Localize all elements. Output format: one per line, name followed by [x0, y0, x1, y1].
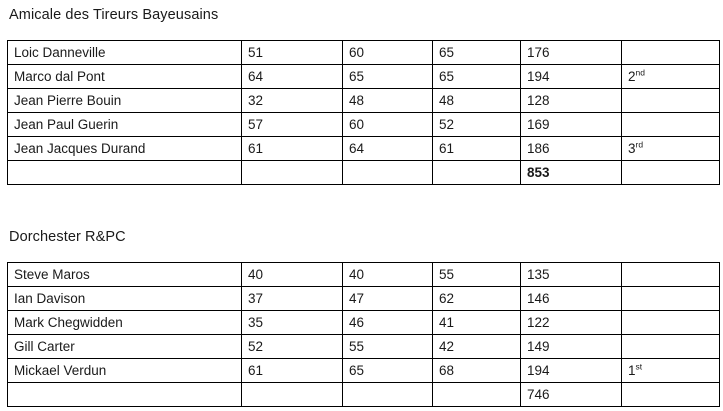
rank-cell — [622, 263, 720, 287]
empty-cell — [622, 161, 720, 185]
row-total: 169 — [521, 113, 622, 137]
table-row — [8, 65, 720, 89]
rank-cell — [622, 65, 720, 89]
score-2: 60 — [343, 113, 433, 137]
score-2: 55 — [343, 335, 433, 359]
shooter-name: Mickael Verdun — [8, 359, 242, 383]
score-table-dorchester — [7, 262, 720, 407]
score-3: 65 — [433, 41, 521, 65]
team-total-row — [8, 161, 720, 185]
score-3: 52 — [433, 113, 521, 137]
rank-ordinal-suffix: nd — [635, 67, 645, 78]
score-3: 61 — [433, 137, 521, 161]
score-1: 35 — [242, 311, 343, 335]
empty-cell — [8, 383, 242, 407]
rank-cell — [622, 89, 720, 113]
score-3: 62 — [433, 287, 521, 311]
score-2: 47 — [343, 287, 433, 311]
row-total: 194 — [521, 359, 622, 383]
score-1: 32 — [242, 89, 343, 113]
team-title-amicale: Amicale des Tireurs Bayeusains — [9, 7, 219, 23]
score-2: 40 — [343, 263, 433, 287]
table-row — [8, 311, 720, 335]
score-1: 57 — [242, 113, 343, 137]
row-total: 128 — [521, 89, 622, 113]
rank-number: 2 — [628, 69, 636, 84]
team-title-dorchester: Dorchester R&PC — [9, 229, 126, 245]
table-row — [8, 41, 720, 65]
score-2: 46 — [343, 311, 433, 335]
row-total: 149 — [521, 335, 622, 359]
table-row — [8, 335, 720, 359]
table-row — [8, 137, 720, 161]
rank-cell — [622, 287, 720, 311]
shooter-name: Loic Danneville — [8, 41, 242, 65]
score-1: 51 — [242, 41, 343, 65]
score-1: 40 — [242, 263, 343, 287]
score-3: 68 — [433, 359, 521, 383]
shooter-name: Steve Maros — [8, 263, 242, 287]
score-3: 55 — [433, 263, 521, 287]
team-total-row — [8, 383, 720, 407]
shooter-name: Mark Chegwidden — [8, 311, 242, 335]
shooter-name: Ian Davison — [8, 287, 242, 311]
row-total: 135 — [521, 263, 622, 287]
empty-cell — [242, 383, 343, 407]
rank-number: 1 — [628, 363, 636, 378]
rank-cell — [622, 359, 720, 383]
score-2: 60 — [343, 41, 433, 65]
score-1: 61 — [242, 359, 343, 383]
table-row — [8, 263, 720, 287]
table-row — [8, 89, 720, 113]
rank-ordinal-suffix: rd — [635, 139, 644, 150]
row-total: 176 — [521, 41, 622, 65]
score-3: 65 — [433, 65, 521, 89]
score-1: 64 — [242, 65, 343, 89]
table-row — [8, 287, 720, 311]
score-2: 65 — [343, 359, 433, 383]
table-row — [8, 113, 720, 137]
rank-cell — [622, 335, 720, 359]
score-3: 48 — [433, 89, 521, 113]
score-1: 37 — [242, 287, 343, 311]
shooter-name: Jean Pierre Bouin — [8, 89, 242, 113]
empty-cell — [433, 383, 521, 407]
shooter-name: Jean Jacques Durand — [8, 137, 242, 161]
empty-cell — [343, 161, 433, 185]
rank-cell — [622, 41, 720, 65]
score-3: 42 — [433, 335, 521, 359]
rank-ordinal-suffix: st — [635, 361, 643, 372]
shooter-name: Gill Carter — [8, 335, 242, 359]
row-total: 194 — [521, 65, 622, 89]
team-total: 853 — [521, 161, 622, 185]
rank-cell — [622, 137, 720, 161]
score-2: 48 — [343, 89, 433, 113]
score-3: 41 — [433, 311, 521, 335]
empty-cell — [622, 383, 720, 407]
rank-number: 3 — [628, 141, 636, 156]
shooter-name: Marco dal Pont — [8, 65, 242, 89]
empty-cell — [433, 161, 521, 185]
row-total: 122 — [521, 311, 622, 335]
score-2: 64 — [343, 137, 433, 161]
table-row — [8, 359, 720, 383]
shooter-name: Jean Paul Guerin — [8, 113, 242, 137]
score-1: 61 — [242, 137, 343, 161]
empty-cell — [343, 383, 433, 407]
score-table-amicale — [7, 40, 720, 185]
score-1: 52 — [242, 335, 343, 359]
rank-cell — [622, 113, 720, 137]
score-2: 65 — [343, 65, 433, 89]
empty-cell — [242, 161, 343, 185]
rank-cell — [622, 311, 720, 335]
row-total: 186 — [521, 137, 622, 161]
empty-cell — [8, 161, 242, 185]
team-total: 746 — [521, 383, 622, 407]
row-total: 146 — [521, 287, 622, 311]
